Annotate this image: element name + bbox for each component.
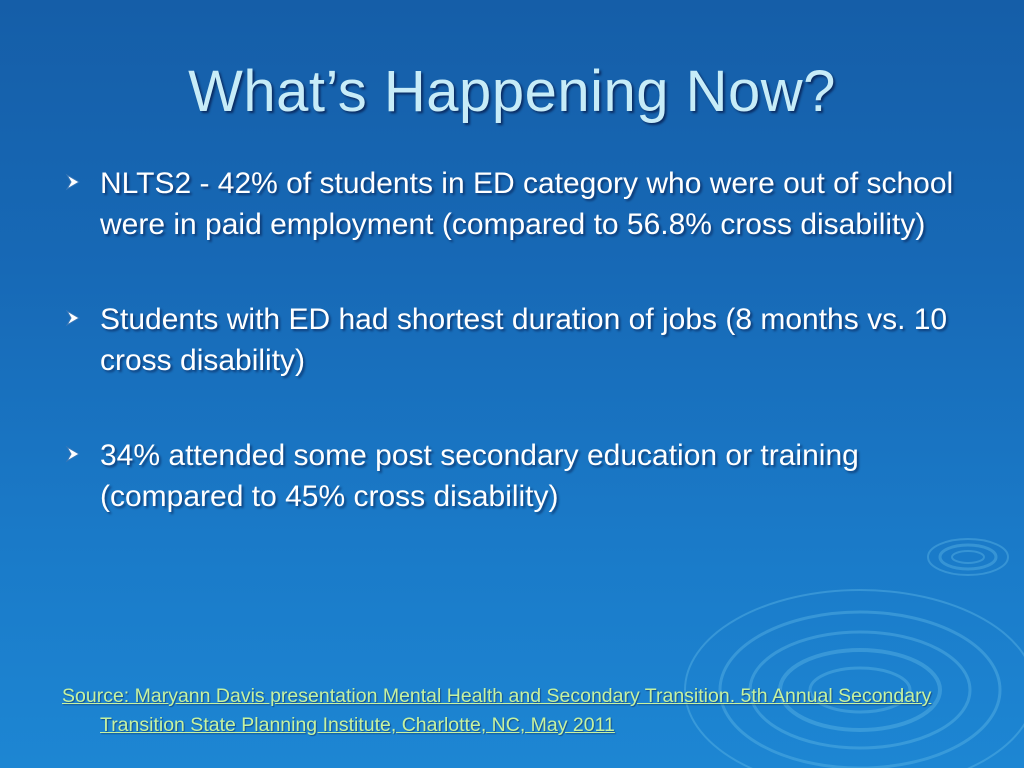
bullet-item — [60, 163, 960, 245]
bullet-text: NLTS2 - 42% of students in ED category who were out of school were in paid employment (compared to 56.8% cross disability) — [100, 167, 954, 241]
slide-title: What’s Happening Now? — [188, 59, 836, 124]
arrow-bullet-icon — [64, 172, 84, 192]
bullet-list — [60, 163, 960, 517]
bullet-text: Students with ED had shortest duration of jobs (8 months vs. 10 cross disability) — [100, 303, 948, 377]
bullet-item — [60, 435, 960, 517]
bullet-item — [60, 299, 960, 381]
bullet-text: 34% attended some post secondary education or training (compared to 45% cross disability) — [100, 439, 859, 513]
arrow-bullet-icon — [64, 308, 84, 328]
arrow-bullet-icon — [64, 444, 84, 464]
source-link[interactable]: Source: Maryann Davis presentation Mental Health and Secondary Transition. 5th Annual Secondary Transition State Planning Institute, Charlotte, NC, May 2011 — [62, 685, 932, 736]
